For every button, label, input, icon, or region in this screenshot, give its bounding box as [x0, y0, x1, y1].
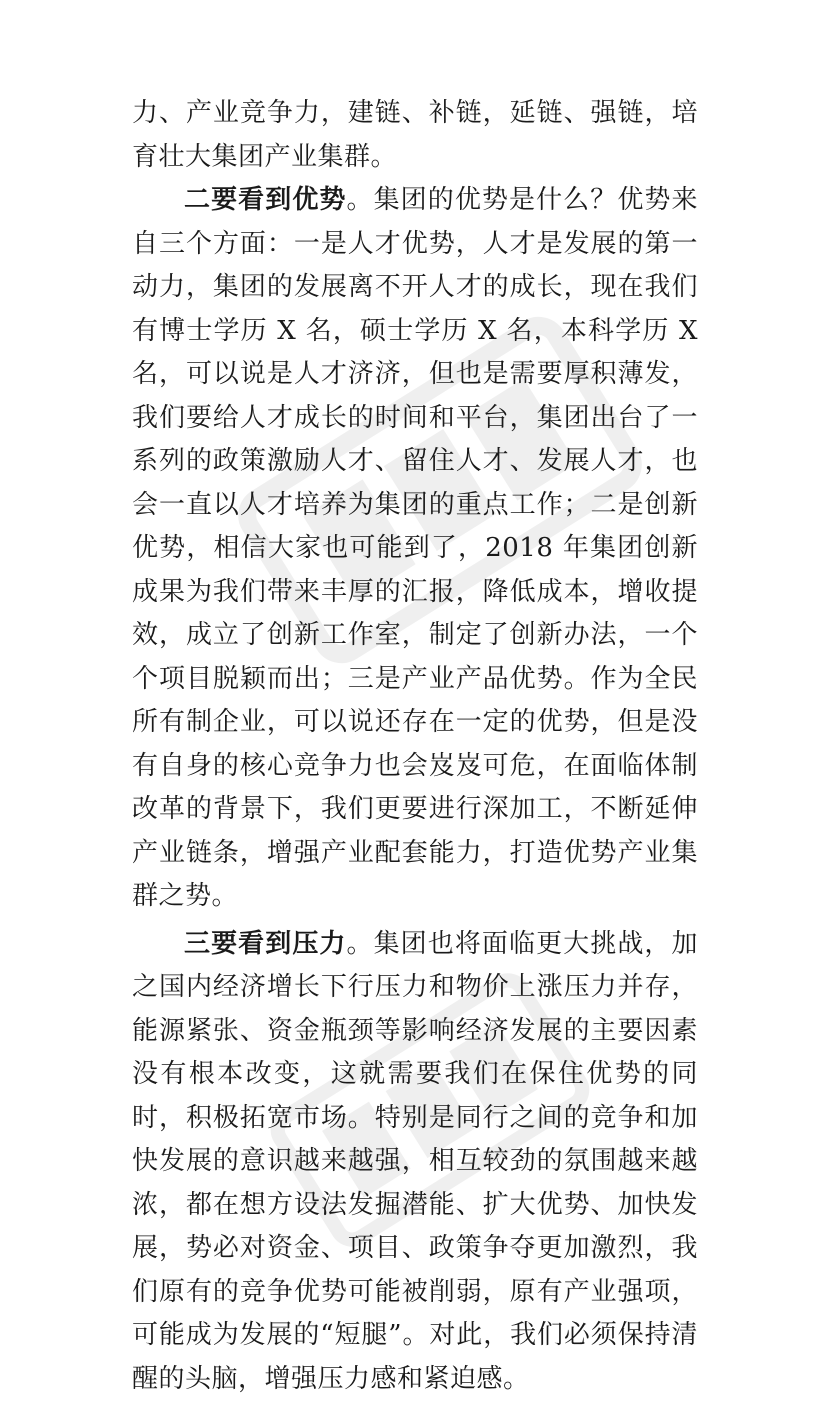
- paragraph: [132, 92, 698, 179]
- document-body: [132, 92, 698, 1401]
- paragraph-text: 力、产业竞争力，建链、补链，延链、强链，培育壮大集团产业集群。: [132, 98, 698, 172]
- paragraph: [132, 923, 698, 1401]
- paragraph-text: 。集团也将面临更大挑战，加之国内经济增长下行压力和物价上涨压力并存，能源紧张、资金瓶颈等影响经济发展的主要因素没有根本改变，这就需要我们在保住优势的同时，积极拓宽市场。特别是同行之间的竞争和加快发展的意识越来越强，相互较劲的氛围越来越浓，都在想方设法发掘潜能、扩大优势、加快发展，势必对资金、项目、政策争夺更加激烈，我们原有的竞争优势可能被削弱，原有产业强项，可能成为发展的“短腿”。对此，我们必须保持清醒的头脑，增强压力感和紧迫感。: [132, 929, 698, 1394]
- paragraph-heading: 二要看到优势: [184, 185, 347, 215]
- paragraph-text: 。集团的优势是什么？优势来自三个方面：一是人才优势，人才是发展的第一动力，集团的发展离不开人才的成长，现在我们有博士学历 X 名，硕士学历 X 名，本科学历 X 名，可以说是人才济济，但也是需要厚积薄发，我们要给人才成长的时间和平台，集团出台了一系列的政策激励人才、留住人才、发展人才，也会一直以人才培养为集团的重点工作；二是创新优势，相信大家也可能到了，2018 年集团创新成果为我们带来丰厚的汇报，降低成本，增收提效，成立了创新工作室，制定了创新办法，一个个项目脱颖而出；三是产业产品优势。作为全民所有制企业，可以说还存在一定的优势，但是没有自身的核心竞争力也会岌岌可危，在面临体制改革的背景下，我们更要进行深加工，不断延伸产业链条，增强产业配套能力，打造优势产业集群之势。: [132, 185, 698, 911]
- paragraph-heading: 三要看到压力: [184, 929, 347, 959]
- paragraph: [132, 179, 698, 919]
